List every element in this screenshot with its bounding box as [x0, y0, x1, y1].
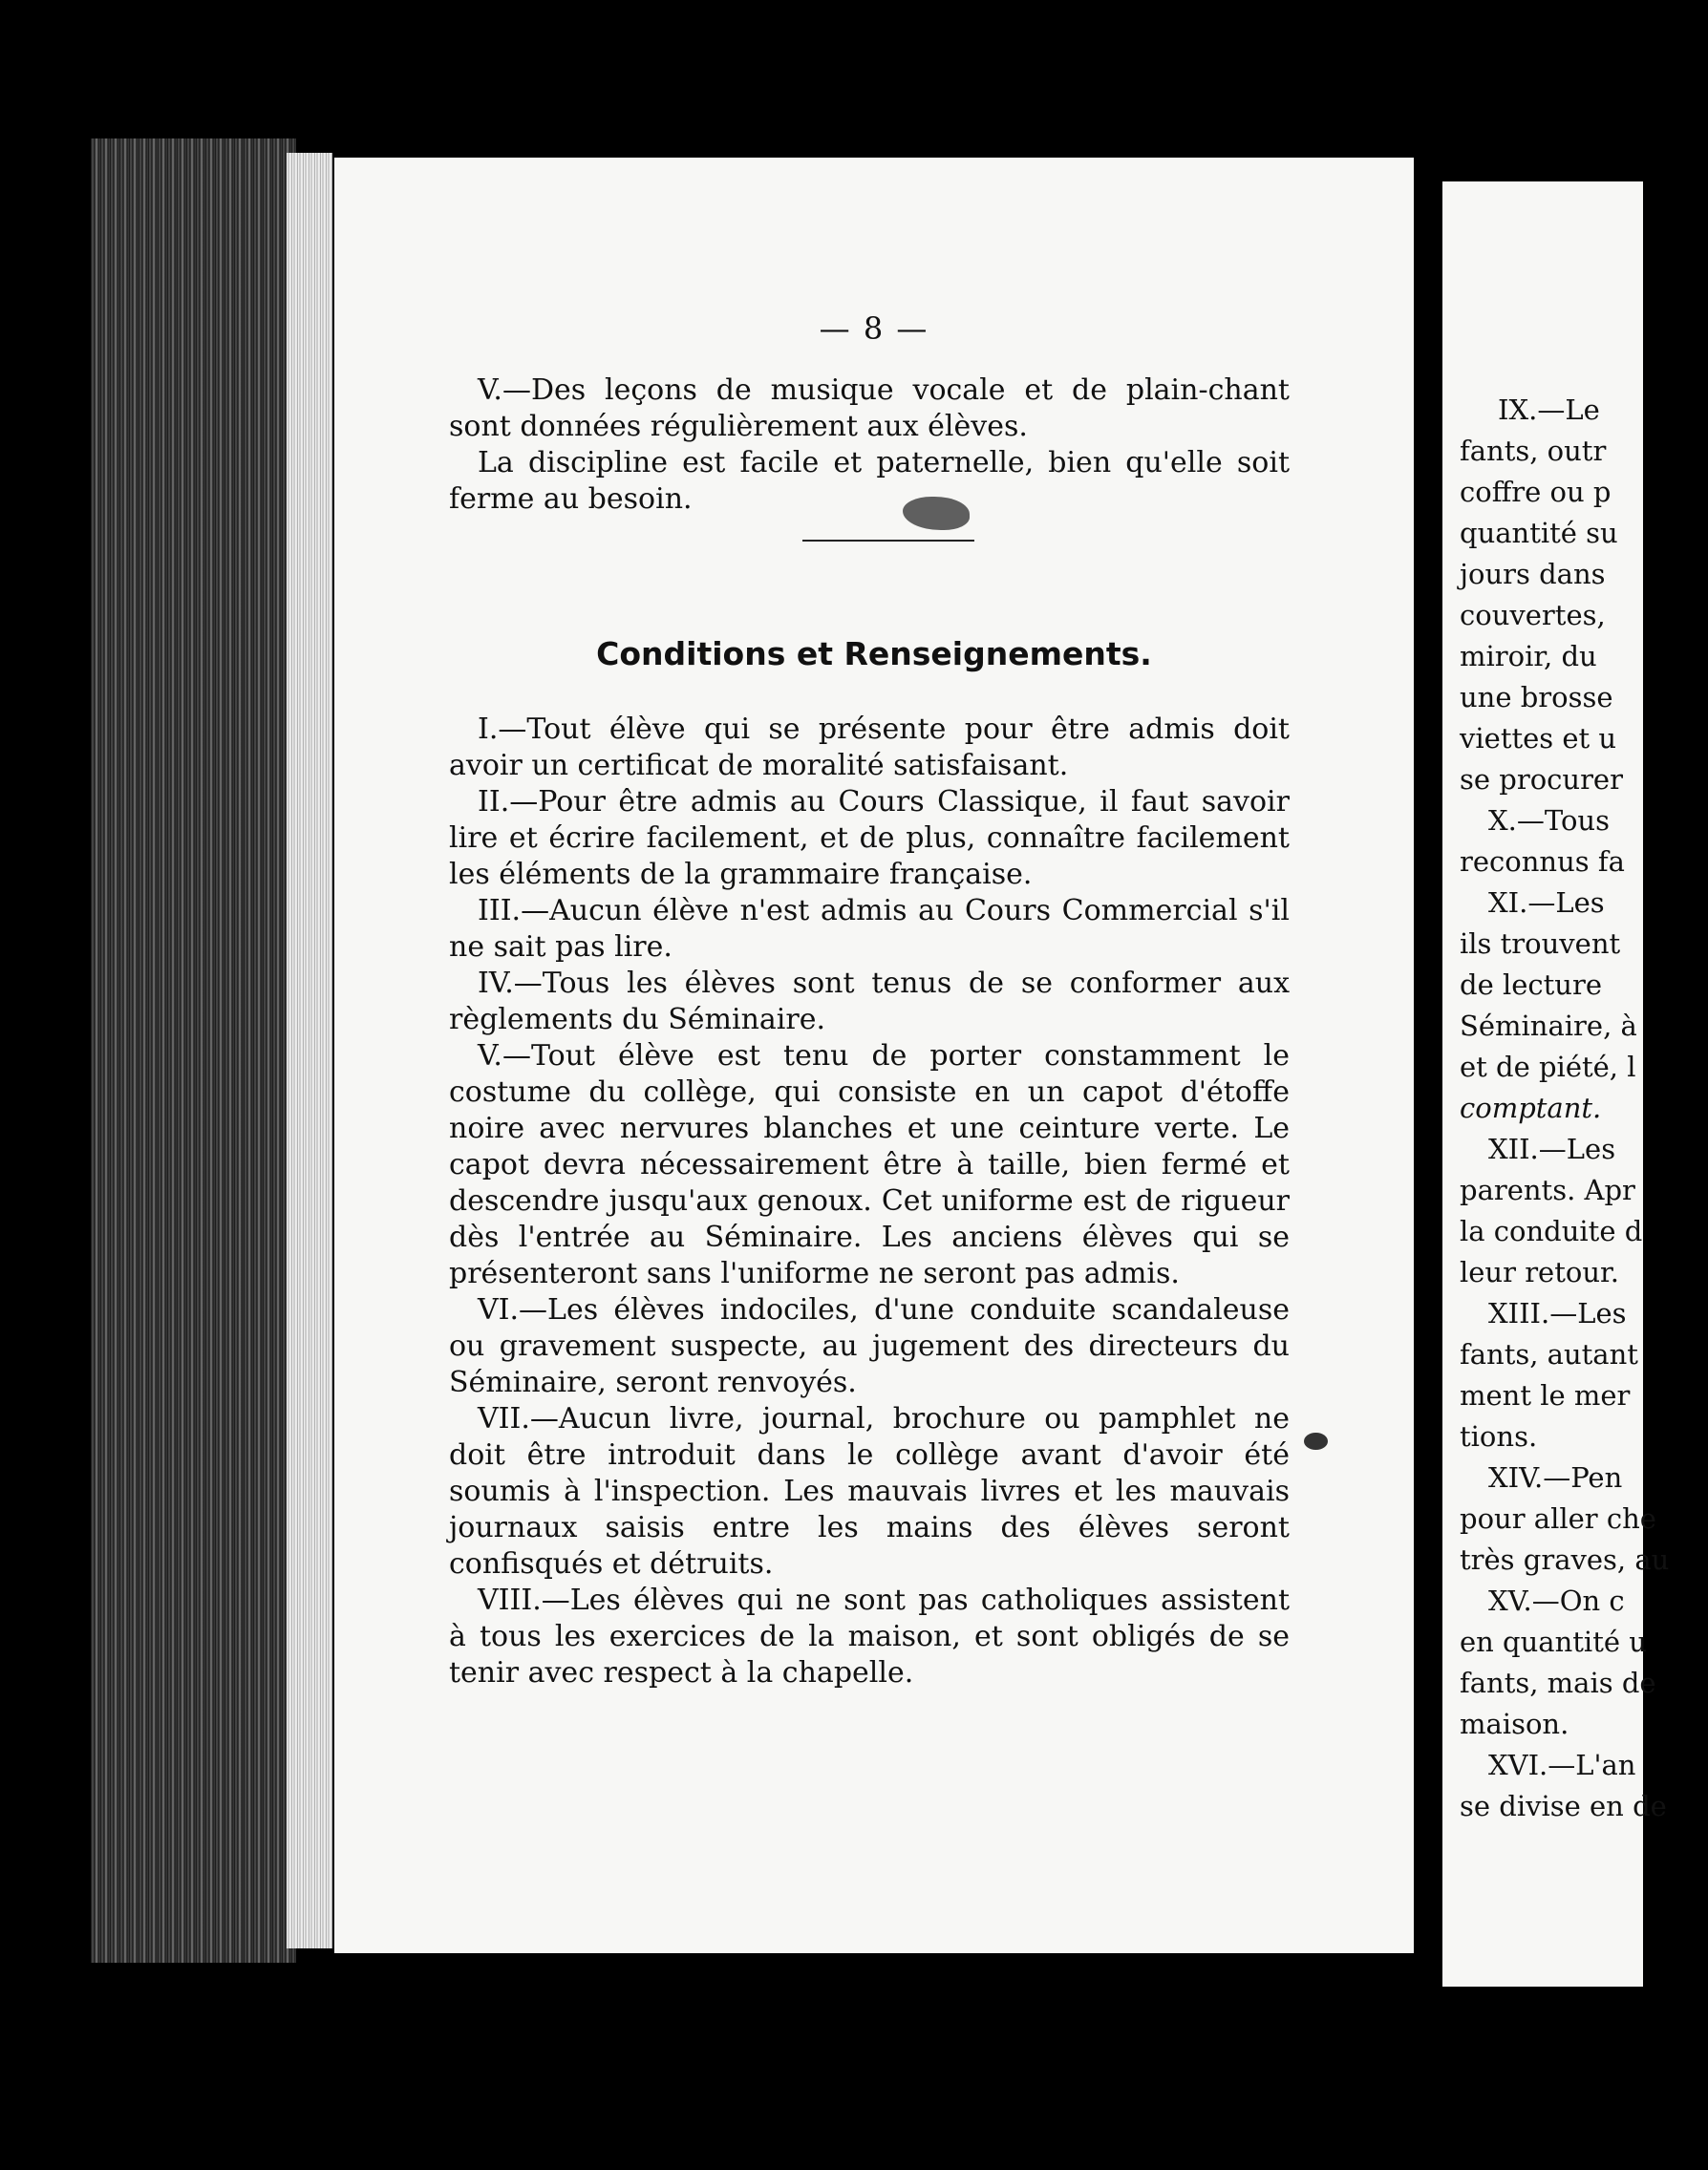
- text-line: pour aller che: [1460, 1502, 1656, 1535]
- text-line: très graves, au: [1460, 1543, 1670, 1576]
- page-number: — 8 —: [819, 310, 929, 347]
- condition-paragraph: II.—Pour être admis au Cours Classique, il faut savoir lire et écrire facilement, et de plus, connaître facilement les éléments de la grammaire française.: [449, 785, 1290, 891]
- condition-paragraph: VII.—Aucun livre, journal, brochure ou pamphlet ne doit être introduit dans le collège avant d'avoir été soumis à l'inspection. Les mauvais livres et les mauvais journaux saisis entre les mains des élèves seront confisqués et détruits.: [449, 1402, 1290, 1581]
- text-line: leur retour.: [1460, 1256, 1619, 1288]
- text-line: ils trouvent: [1460, 927, 1621, 960]
- intro-text: [449, 372, 1290, 518]
- text-line: coffre ou p: [1460, 476, 1612, 508]
- text-line: XVI.—L'an: [1488, 1749, 1636, 1781]
- text-line: et de piété, l: [1460, 1051, 1636, 1083]
- condition-paragraph: VI.—Les élèves indociles, d'une conduite scandaleuse ou gravement suspecte, au jugement des directeurs du Séminaire, seront renvoyés.: [449, 1293, 1290, 1399]
- text-line: se divise en de: [1460, 1790, 1667, 1822]
- book-fore-edge: [287, 153, 332, 1948]
- condition-paragraph: III.—Aucun élève n'est admis au Cours Commercial s'il ne sait pas lire.: [449, 894, 1290, 964]
- left-page: [334, 158, 1414, 1953]
- book-page-edges: [91, 138, 296, 1963]
- text-line: fants, mais de: [1460, 1667, 1656, 1699]
- paragraph: V.—Des leçons de musique vocale et de plain-chant sont données régulièrement aux élèves.: [449, 373, 1290, 443]
- text-line: XII.—Les: [1488, 1133, 1616, 1165]
- condition-paragraph: VIII.—Les élèves qui ne sont pas catholiques assistent à tous les exercices de la maison, et sont obligés de se tenir avec respect à la chapelle.: [449, 1584, 1290, 1690]
- text-line: reconnus fa: [1460, 845, 1625, 878]
- text-line: viettes et u: [1460, 722, 1617, 755]
- section-title: Conditions et Renseignements.: [596, 635, 1152, 672]
- text-line: fants, autant: [1460, 1338, 1638, 1371]
- text-line: fants, outr: [1460, 435, 1607, 467]
- text-line: X.—Tous: [1488, 804, 1610, 837]
- condition-paragraph: V.—Tout élève est tenu de porter constamment le costume du collège, qui consiste en un capot d'étoffe noire avec nervures blanches et une ceinture verte. Le capot devra nécessairement être à taille, bien fermé et descendre jusqu'aux genoux. Cet uniforme est de rigueur dès l'entrée au Séminaire. Les anciens élèves qui se présenteront sans l'uniforme ne seront pas admis.: [449, 1039, 1290, 1290]
- text-line: une brosse: [1460, 681, 1613, 713]
- right-page-partial: [1442, 181, 1670, 1987]
- text-line: de lecture: [1460, 968, 1602, 1001]
- text-line: la conduite d: [1460, 1215, 1643, 1247]
- text-line: maison.: [1460, 1708, 1569, 1740]
- condition-paragraph: I.—Tout élève qui se présente pour être admis doit avoir un certificat de moralité satisfaisant.: [449, 713, 1290, 782]
- text-line: miroir, du: [1460, 640, 1597, 672]
- text-line: Séminaire, à: [1460, 1010, 1637, 1042]
- text-line: XIV.—Pen: [1488, 1461, 1623, 1494]
- text-line: jours dans: [1460, 558, 1606, 590]
- text-line: comptant.: [1460, 1092, 1602, 1124]
- text-line: tions.: [1460, 1420, 1538, 1453]
- text-line: XI.—Les: [1488, 886, 1605, 919]
- ink-stain: [903, 497, 970, 530]
- text-line: en quantité u: [1460, 1626, 1647, 1658]
- text-line: couvertes,: [1460, 599, 1606, 631]
- text-line: ment le mer: [1460, 1379, 1631, 1412]
- condition-paragraph: IV.—Tous les élèves sont tenus de se conformer aux règlements du Séminaire.: [449, 967, 1290, 1036]
- text-line: se procurer: [1460, 763, 1623, 796]
- section-divider: [802, 540, 974, 542]
- paragraph: La discipline est facile et paternelle, bien qu'elle soit ferme au besoin.: [449, 446, 1290, 516]
- right-page-text: [1460, 390, 1708, 1827]
- text-line: IX.—Le: [1498, 394, 1600, 426]
- text-line: XIII.—Les: [1488, 1297, 1627, 1330]
- conditions-list: [449, 712, 1290, 1691]
- text-line: quantité su: [1460, 517, 1618, 549]
- text-line: parents. Apr: [1460, 1174, 1635, 1206]
- ink-smudge: [1304, 1433, 1328, 1450]
- text-line: XV.—On c: [1488, 1585, 1625, 1617]
